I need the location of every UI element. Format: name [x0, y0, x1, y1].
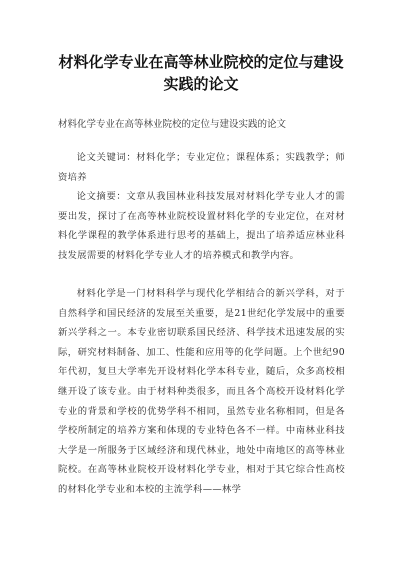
document-subtitle: 材料化学专业在高等林业院校的定位与建设实践的论文 — [58, 119, 287, 130]
body-paragraph: 材料化学是一门材料科学与现代化学相结合的新兴学科，对于自然科学和国民经济的发展至关重要，是21世纪化学发展中的重要新兴学科之一。本专业密切联系国民经济、科学技术迅速发展的实际，研究材料制备、加工、性能和应用等的化学问题。上个世纪90年代初，复旦大学率先开设材料化学本科专业，随后，众多高校相继开设了该专业。由于材料种类很多，而且各个高校开设材料化学专业的背景和学校的优势学科不相同，虽然专业名称相同，但是各学校所制定的培养方案和体现的专业特色各不一样。中南林业科技大学是一所服务于区域经济和现代林业，地处中南地区的高等林业院校。在高等林业院校开设材料化学专业，相对于其它综合性高校的材料化学专业和本校的主流学科——林学 — [58, 288, 345, 495]
keywords-paragraph: 论文关键词：材料化学；专业定位；课程体系；实践教学；师资培养 — [58, 152, 345, 183]
abstract-paragraph: 论文摘要：文章从我国林业科技发展对材料化学专业人才的需要出发，探讨了在高等林业院校设置材料化学的专业定位，在对材料化学课程的教学体系进行思考的基础上，提出了培养适应林业科技发展需要的材料化学专业人才的培养模式和教学内容。 — [58, 191, 345, 261]
document-title: 材料化学专业在高等林业院校的定位与建设实践的论文 — [58, 53, 344, 93]
